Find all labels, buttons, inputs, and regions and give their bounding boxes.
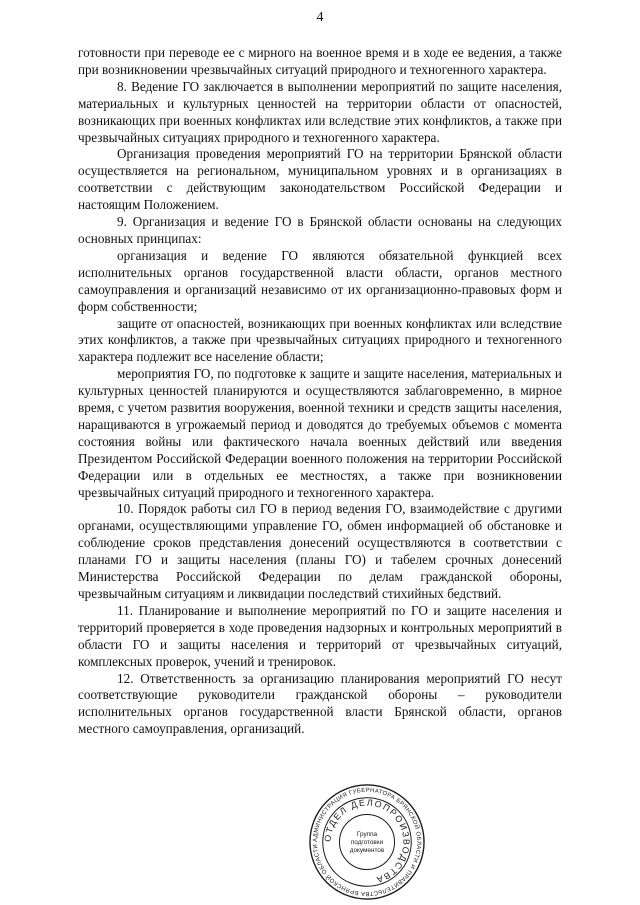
official-stamp xyxy=(308,783,426,901)
stamp-center-line-2: подготовки xyxy=(350,838,384,846)
stamp-inner-text: ОТДЕЛ ДЕЛОПРОИЗВОДСТВА xyxy=(322,797,412,886)
stamp-outer-text: АДМИНИСТРАЦИЯ ГУБЕРНАТОРА БРЯНСКОЙ ОБЛАСТИ И ПРАВИТЕЛЬСТВА БРЯНСКОЙ ОБЛАСТИ xyxy=(312,787,422,897)
paragraph-item-11: 11. Планирование и выполнение мероприятий по ГО и защите населения и территорий проверяется в ходе проведения надзорных и контрольных мероприятий в области ГО и защиты населения и территорий от чрезвычайных ситуаций, комплексных проверок, учений и тренировок. xyxy=(78,602,562,669)
stamp-center-line-1: Группа xyxy=(356,831,378,839)
paragraph-organization: Организация проведения мероприятий ГО на территории Брянской области осуществляется на региональном, муниципальном уровнях и в организациях в соответствии с действующим законодательством Российской Федерации и настоящим Положением. xyxy=(78,146,562,213)
principle-obligatory-function: организация и ведение ГО являются обязательной функцией всех исполнительных органов государственной власти области, органов местного самоуправления и организаций независимо от их организационно-правовых форм и форм собственности; xyxy=(78,247,562,314)
principle-advance-planning: мероприятия ГО, по подготовке к защите и защите населения, материальных и культурных ценностей планируются и осуществляются заблаговременно, в мирное время, с учетом развития вооружения, военной техники и средств защиты населения, наращиваются в угрожаемый период и доводятся до требуемых объемов с момента состояния войны или фактического начала военных действий или введения Президентом Российской Федерации военного положения на территории Российской Федерации или в отдельных ее местностях, а также при возникновении чрезвычайных ситуаций природного и техногенного характера. xyxy=(78,366,562,500)
principle-population-protection: защите от опасностей, возникающих при военных конфликтах или вследствие этих конфликтов, а также при чрезвычайных ситуациях природного и техногенного характера подлежит все население области; xyxy=(78,315,562,365)
paragraph-item-9: 9. Организация и ведение ГО в Брянской области основаны на следующих основных принципах: xyxy=(78,214,562,246)
paragraph-continuation: готовности при переводе ее с мирного на военное время и в ходе ее ведения, а также при возникновении чрезвычайных ситуаций природного и техногенного характера. xyxy=(78,45,562,77)
stamp-center-line-3: документов xyxy=(349,846,385,854)
paragraph-item-10: 10. Порядок работы сил ГО в период ведения ГО, взаимодействие с другими органами, осуществляющими управление ГО, обмен информацией об обстановке и соблюдение сроков представления донесений осуществляются в соответствии с планами ГО и защиты населения (планы ГО) и табелем срочных донесений Министерства Российской Федерации по делам гражданской обороны, чрезвычайным ситуациям и ликвидации последствий стихийных бедствий. xyxy=(78,501,562,601)
paragraph-item-8: 8. Ведение ГО заключается в выполнении мероприятий по защите населения, материальных и культурных ценностей на территории области от опасностей, возникающих при военных конфликтах или вследствие этих конфликтов, а также при чрезвычайных ситуациях природного и техногенного характера. xyxy=(78,78,562,145)
page-number: 4 xyxy=(316,10,324,25)
paragraph-item-12: 12. Ответственность за организацию планирования мероприятий ГО несут соответствующие руководители гражданской обороны – руководители исполнительных органов государственной власти Брянской области, органов местного самоуправления, организаций. xyxy=(78,670,562,737)
document-body xyxy=(78,45,562,738)
